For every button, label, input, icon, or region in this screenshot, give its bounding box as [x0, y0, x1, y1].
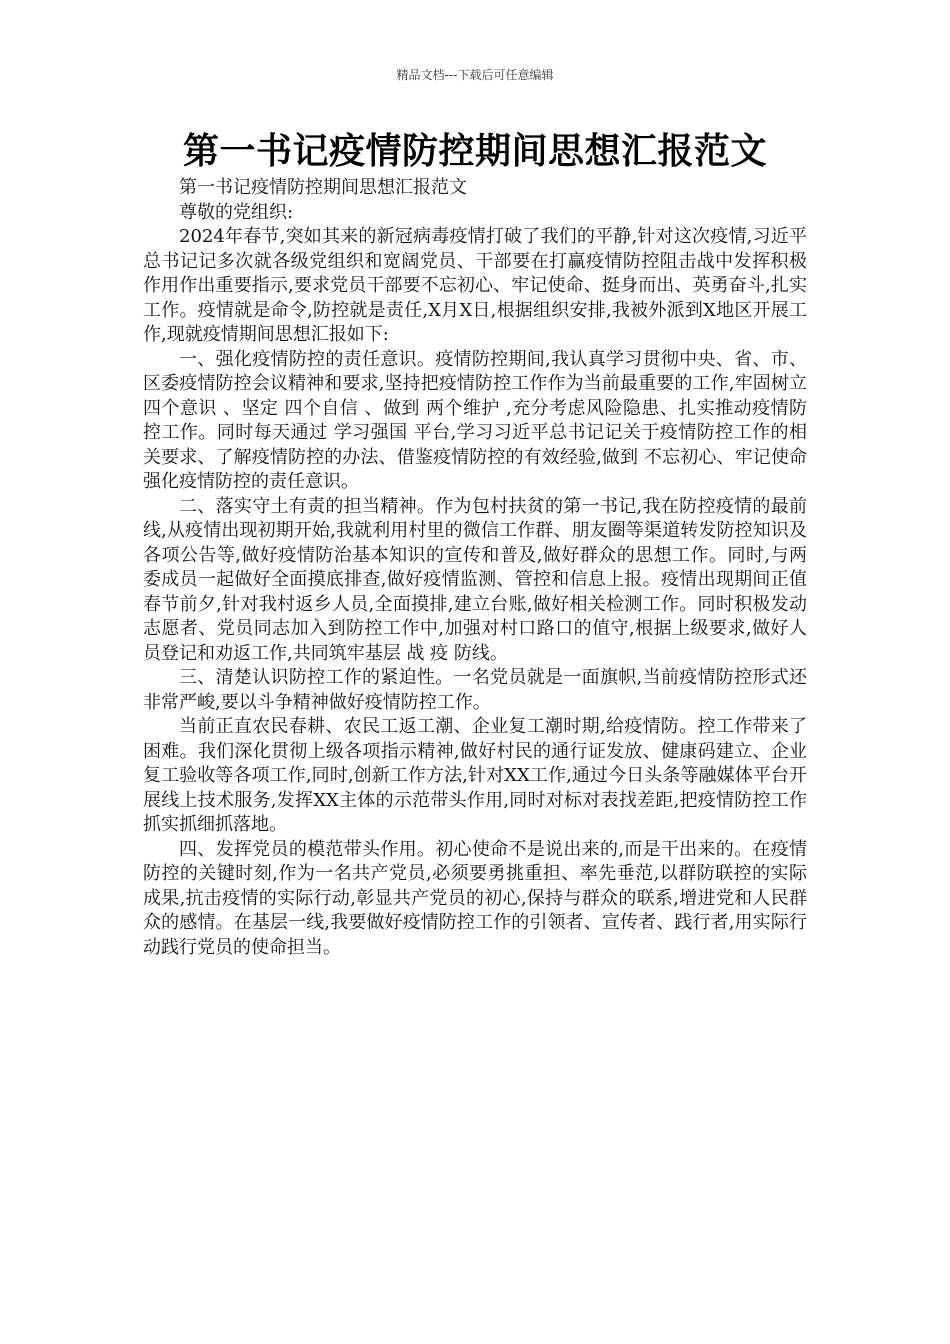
- salutation-paragraph: 尊敬的党组织:: [179, 201, 294, 223]
- section-three-paragraph: 三、清楚认识防控工作的紧迫性。一名党员就是一面旗帜,当前疫情防控形式还非常严峻,要以斗争精神做好疫情防控工作。: [143, 667, 807, 713]
- subtitle-paragraph: 第一书记疫情防控期间思想汇报范文: [179, 177, 467, 198]
- intro-paragraph: 2024年春节,突如其来的新冠病毒疫情打破了我们的平静,针对这次疫情,习近平总书记记多次就各级党组织和宽阔党员、干部要在打赢疫情防控阻击战中发挥积极作用作出重要指示,要求党员干部要不忘初心、牢记使命、挺身而出、英勇奋斗,扎实工作。疫情就是命令,防控就是责任,X月X日,根据组织安排,我被外派到X地区开展工作,现就疫情期间思想汇报如下:: [143, 226, 807, 345]
- document-title: 第一书记疫情防控期间思想汇报范文: [182, 131, 767, 172]
- section-one-paragraph: 一、强化疫情防控的责任意识。疫情防控期间,我认真学习贯彻中央、省、市、区委疫情防控会议精神和要求,坚持把疫情防控工作作为当前最重要的工作,牢固树立 四个意识 、坚定 四个自信 、做到 两个维护 ,充分考虑风险隐患、扎实推动疫情防控工作。同时每天通过 学习强国 平台,学习习近平总书记记关于疫情防控工作的相关要求、了解疫情防控的办法、借鉴疫情防控的有效经验,做到 不忘初心、牢记使命 强化疫情防控的责任意识。: [143, 348, 807, 492]
- section-two-paragraph: 二、落实守土有责的担当精神。作为包村扶贫的第一书记,我在防控疫情的最前线,从疫情出现初期开始,我就利用村里的微信工作群、朋友圈等渠道转发防控知识及各项公告等,做好疫情防治基本知识的宣传和普及,做好群众的思想工作。同时,与两委成员一起做好全面摸底排查,做好疫情监测、管控和信息上报。疫情出现期间正值春节前夕,针对我村返乡人员,全面摸排,建立台账,做好相关检测工作。同时积极发动志愿者、党员同志加入到防控工作中,加强对村口路口的值守,根据上级要求,做好人员登记和劝返工作,共同筑牢基层 战 疫 防线。: [143, 495, 807, 664]
- page-header: 精品文档---下载后可任意编辑: [396, 68, 554, 82]
- section-three-detail-paragraph: 当前正直农民春耕、农民工返工潮、企业复工潮时期,给疫情防。控工作带来了困难。我们深化贯彻上级各项指示精神,做好村民的通行证发放、健康码建立、企业复工验收等各项工作,同时,创新工作方法,针对XX工作,通过今日头条等融媒体平台开展线上技术服务,发挥XX主体的示范带头作用,同时对标对表找差距,把疫情防控工作抓实抓细抓落地。: [143, 716, 807, 835]
- document-body: [143, 176, 807, 960]
- section-four-paragraph: 四、发挥党员的模范带头作用。初心使命不是说出来的,而是干出来的。在疫情防控的关键时刻,作为一名共产党员,必须要勇挑重担、率先垂范,以群防联控的实际成果,抗击疫情的实际行动,彰显共产党员的初心,保持与群众的联系,增进党和人民群众的感情。在基层一线,我要做好疫情防控工作的引领者、宣传者、践行者,用实际行动践行党员的使命担当。: [143, 838, 807, 958]
